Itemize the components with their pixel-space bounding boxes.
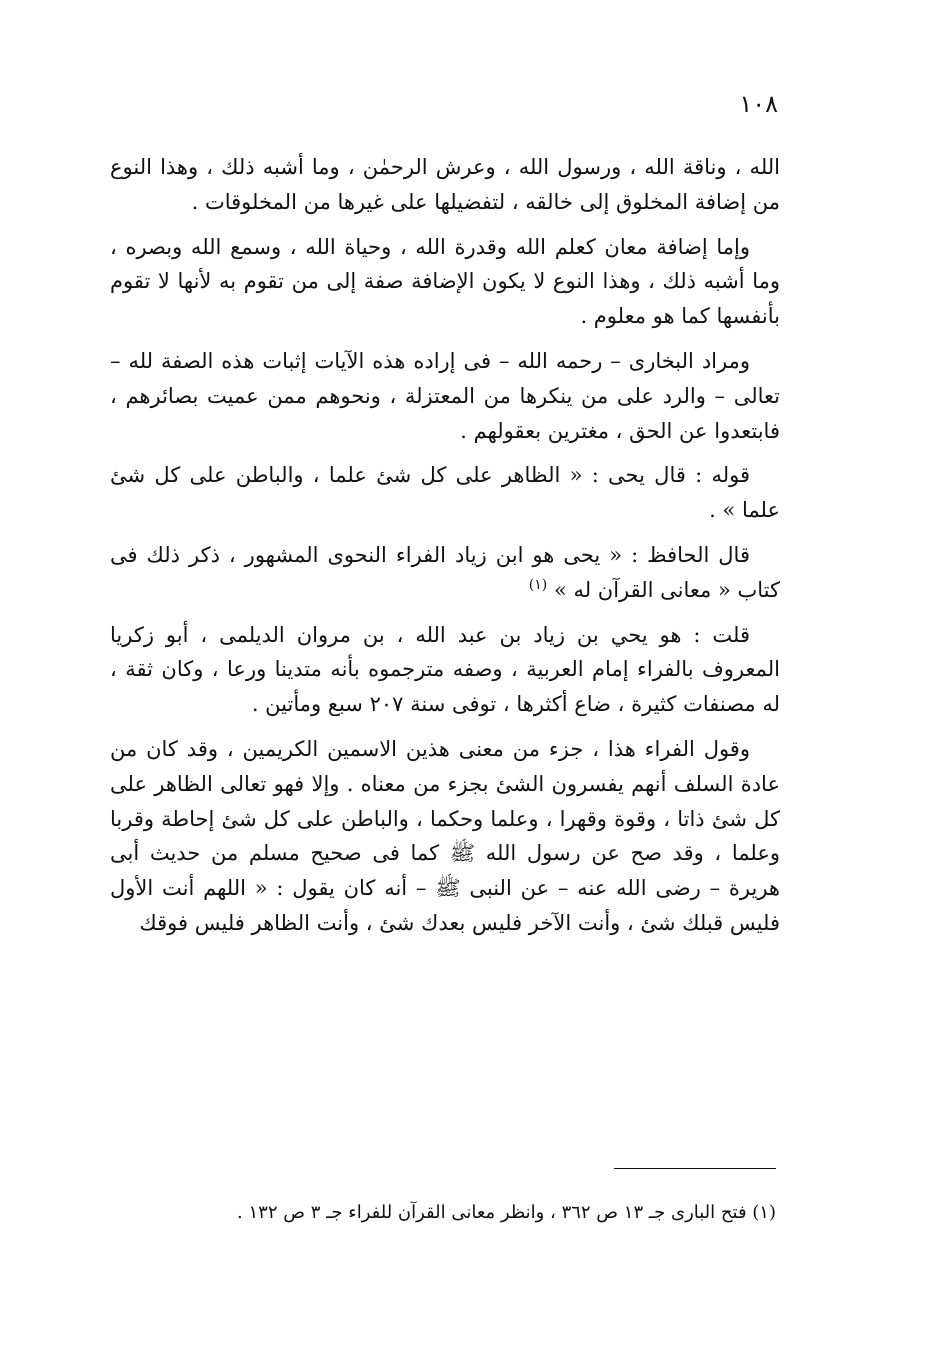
- paragraph-7: وقول الفراء هذا ، جزء من معنى هذين الاسمين الكريمين ، وقد كان من عادة السلف أنهم يفسرون الشئ بجزء من معناه . وإلا فهو تعالى الظاهر على كل شئ ذاتا ، وقوة وقهرا ، وعلما وحكما ، والباطن على كل شئ إحاطة وقربا وعلما ، وقد صح عن رسول الله ﷺ كما فى صحيح مسلم من حديث أبى هريرة – رضى الله عنه – عن النبى ﷺ – أنه كان يقول : « اللهم أنت الأول فليس قبلك شئ ، وأنت الآخر فليس بعدك شئ ، وأنت الظاهر فليس فوقك: [110, 736, 780, 935]
- paragraph-4: قوله : قال يحى : « الظاهر على كل شئ علما ، والباطن على كل شئ علما » .: [110, 463, 780, 523]
- paragraph-6: قلت : هو يحي بن زياد بن عبد الله ، بن مروان الديلمى ، أبو زكريا المعروف بالفراء إمام العربية ، وصفه مترجموه بأنه متدينا ورعا ، وكان ثقة ، له مصنفات كثيرة ، ضاع أكثرها ، توفى سنة ٢٠٧ سبع ومأتين .: [110, 622, 780, 717]
- footnote-divider: [614, 1168, 776, 1169]
- paragraph-5-text: قال الحافظ : « يحى هو ابن زياد الفراء النحوى المشهور ، ذكر ذلك فى كتاب « معانى القرآن له »: [110, 542, 780, 602]
- footnote: (١) فتح البارى جـ ١٣ ص ٣٦٢ ، وانظر معانى القرآن للفراء جـ ٣ ص ١٣٢ .: [237, 1202, 776, 1223]
- paragraph-1: الله ، وناقة الله ، ورسول الله ، وعرش الرحمٰن ، وما أشبه ذلك ، وهذا النوع من إضافة المخلوق إلى خالقه ، لتفضيلها على غيرها من المخلوقات .: [110, 155, 780, 214]
- footnote-reference: (١): [528, 576, 548, 593]
- page-body: [110, 88, 780, 951]
- paragraph-5: [110, 538, 780, 608]
- page-number: ١٠٨: [739, 90, 778, 118]
- paragraph-2: وإما إضافة معان كعلم الله وقدرة الله ، وحياة الله ، وسمع الله وبصره ، وما أشبه ذلك ، وهذا النوع لا يكون الإضافة صفة إلى من تقوم به لأنها لا تقوم بأنفسها كما هو معلوم .: [110, 234, 780, 329]
- paragraph-3: ومراد البخارى – رحمه الله – فى إراده هذه الآيات إثبات هذه الصفة لله – تعالى – والرد على من ينكرها من المعتزلة ، ونحوهم ممن عميت بصائرهم ، فابتعدوا عن الحق ، مغترين بعقولهم .: [110, 348, 780, 443]
